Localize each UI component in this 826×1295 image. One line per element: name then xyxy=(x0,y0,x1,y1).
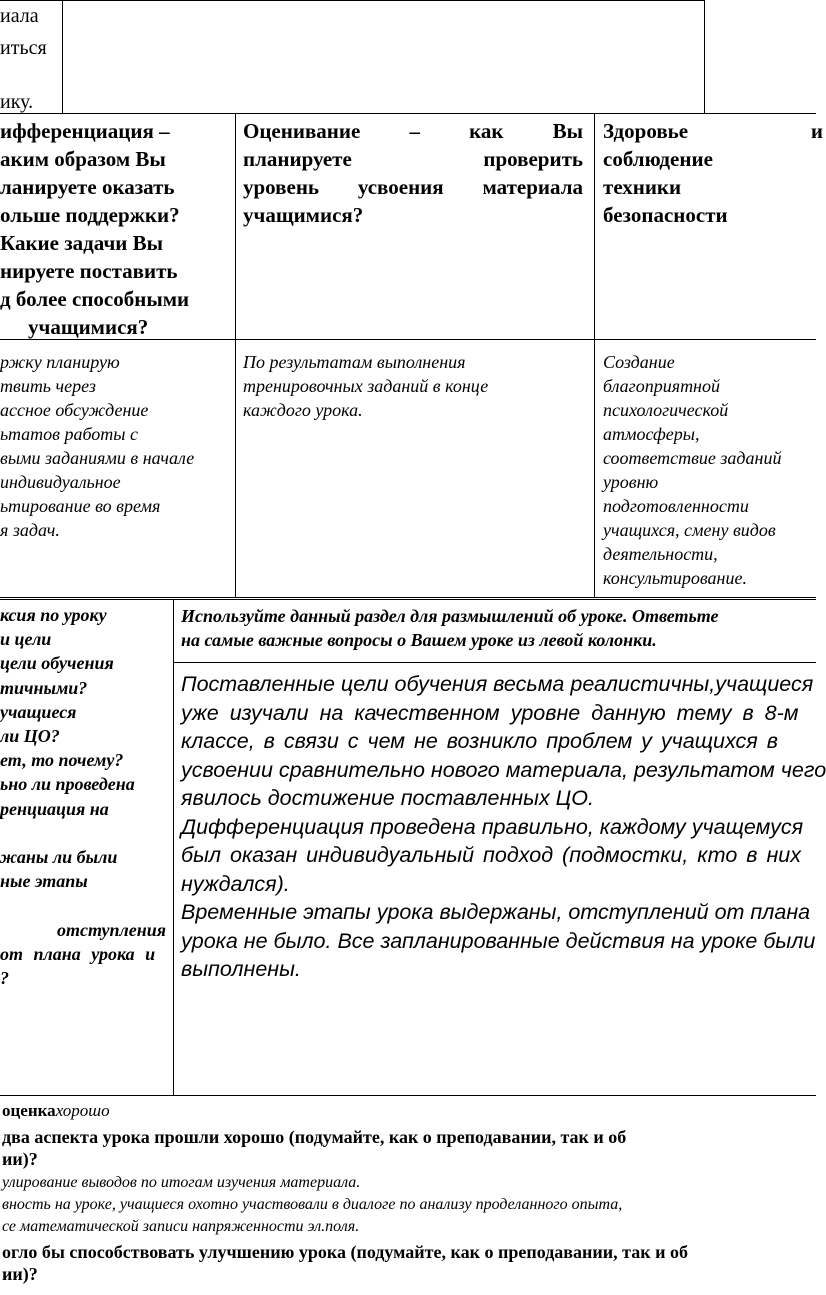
header-word: планируете xyxy=(243,147,352,171)
content-line: деятельности, xyxy=(603,544,718,564)
prompt-line: на самые важные вопросы о Вашем уроке из левой колонки. xyxy=(181,630,657,650)
top-cell-text xyxy=(0,4,47,114)
question-line: учащиеся xyxy=(0,701,77,722)
content-line: каждого урока. xyxy=(243,400,363,420)
header-line: ифференциация – xyxy=(0,119,170,143)
col-line-1 xyxy=(235,113,236,598)
header-word: – xyxy=(409,119,420,143)
header-line: ланируете оказать xyxy=(0,175,175,199)
header-line xyxy=(243,201,583,229)
question-line-text: от плана урока и xyxy=(0,943,156,964)
header-word: материала xyxy=(482,175,583,199)
question-line: ьно ли проведена xyxy=(0,774,135,795)
content-line: я задач. xyxy=(0,520,60,540)
answer-line: Дифференциация проведена правильно, каждому учащемуся xyxy=(181,814,804,839)
top-cell-border-left xyxy=(62,0,63,113)
prompt-line: Используйте данный раздел для размышлений об уроке. Ответьте xyxy=(181,606,719,626)
header-line xyxy=(243,173,583,201)
header-health xyxy=(603,117,823,229)
answer-1: улирование выводов по итогам изучения материала. xyxy=(2,1174,361,1191)
header-word: и xyxy=(810,119,823,143)
top-cell-line xyxy=(0,60,47,84)
question-2: огло бы способствовать улучшению урока (подумайте, как о преподавании, так и об xyxy=(2,1242,688,1262)
content-line: ьтирование во время xyxy=(0,496,161,516)
header-word: Здоровье xyxy=(603,119,689,143)
row-line-3b xyxy=(0,599,816,600)
answer-line: уже изучали на качественном уровне данную тему в 8-м xyxy=(181,700,799,725)
header-word: Оценивание xyxy=(243,119,361,143)
question-line: и цели xyxy=(0,629,52,650)
reflection-questions xyxy=(0,603,166,990)
question-line: тичными? xyxy=(0,677,88,698)
answer-line: явилось достижение поставленных ЦО. xyxy=(181,786,594,810)
question-line: ет, то почему? xyxy=(0,750,124,771)
question-line: жаны ли были xyxy=(0,847,118,868)
answer-line: был оказан индивидуальный подход (подмостки, кто в них xyxy=(181,843,802,867)
col-line-reflection xyxy=(173,599,174,1096)
row-line-4 xyxy=(173,662,816,663)
answer-line: Поставленные цели обучения весьма реалистичны,учащиеся xyxy=(181,672,814,696)
header-line: д более способными xyxy=(0,287,190,311)
content-health xyxy=(603,350,781,590)
header-line xyxy=(243,145,583,173)
answer-line: классе, в связи с чем не возникло проблем у учащихся в xyxy=(181,729,778,753)
content-line: По результатам выполнения xyxy=(243,352,466,372)
content-line: ьтатов работы с xyxy=(0,424,138,444)
question-1: ии)? xyxy=(2,1149,38,1169)
content-line: атмосферы, xyxy=(603,424,700,444)
answer-line: выполнены. xyxy=(181,957,301,981)
header-word: учащимися? xyxy=(243,203,364,227)
header-line: аким образом Вы xyxy=(0,147,166,171)
content-line: ассное обсуждение xyxy=(0,400,149,420)
content-line: подготовленности xyxy=(603,496,749,516)
content-line: соответствие заданий xyxy=(603,448,782,468)
header-line: учащимися? xyxy=(28,315,149,339)
grade-label: оценка xyxy=(2,1101,56,1120)
content-differentiation xyxy=(0,350,194,542)
row-line-3 xyxy=(0,597,816,598)
question-line: цели обучения xyxy=(0,653,114,674)
header-word: уровень xyxy=(243,175,320,199)
answer-1: се математической записи напряженности эл.поля. xyxy=(2,1218,360,1235)
content-line: индивидуальное xyxy=(0,472,121,492)
row-line-1 xyxy=(0,113,816,114)
content-line: Создание xyxy=(603,352,675,372)
question-line xyxy=(0,821,166,845)
answer-line: нуждался). xyxy=(181,871,290,896)
grade-line xyxy=(2,1100,688,1122)
header-differentiation xyxy=(0,117,189,341)
answer-line: Временные этапы урока выдержаны, отступлений от плана xyxy=(181,900,811,924)
question-line xyxy=(0,893,166,917)
top-cell-border-right xyxy=(704,0,705,113)
header-line: ольше поддержки? xyxy=(0,203,180,227)
content-line: консультирование. xyxy=(603,568,747,588)
header-word: Вы xyxy=(552,119,583,143)
question-line: отступления xyxy=(56,919,166,940)
top-cell-line: иться xyxy=(0,37,47,59)
question-line: ные этапы xyxy=(0,871,88,892)
header-assessment xyxy=(243,117,583,229)
answer-1: вность на уроке, учащиеся охотно участвовали в диалоге по анализу проделанного опыта, xyxy=(2,1196,623,1213)
row-line-5 xyxy=(0,1095,816,1096)
content-line: благоприятной xyxy=(603,376,720,396)
content-assessment xyxy=(243,350,488,422)
header-line xyxy=(603,117,823,145)
top-cell-line: иала xyxy=(0,5,39,27)
header-line xyxy=(603,201,823,229)
summary-section xyxy=(2,1100,688,1285)
top-cell-line: ику. xyxy=(0,91,34,113)
col-line-2 xyxy=(594,113,595,598)
header-word: соблюдение xyxy=(603,147,713,171)
header-line xyxy=(603,145,823,173)
header-line xyxy=(243,117,583,145)
content-line: ржку планирую xyxy=(0,352,120,372)
header-line: Какие задачи Вы xyxy=(0,231,164,255)
content-line: тренировочных заданий в конце xyxy=(243,376,489,396)
header-word: проверить xyxy=(483,147,583,171)
content-line: психологической xyxy=(603,400,729,420)
question-line: ? xyxy=(0,968,9,989)
header-line xyxy=(603,173,823,201)
question-2: ии)? xyxy=(2,1264,38,1284)
content-line: учащихся, смену видов xyxy=(603,520,776,540)
grade-value: хорошо xyxy=(55,1101,110,1120)
header-word: безопасности xyxy=(603,203,728,227)
header-word: усвоения xyxy=(357,175,444,199)
answer-line: урока не было. Все запланированные действия на уроке были xyxy=(181,928,816,953)
content-line: твить через xyxy=(0,376,96,396)
header-word: как xyxy=(469,119,504,143)
reflection-prompt xyxy=(181,604,719,652)
question-line: ли ЦО? xyxy=(0,726,60,747)
header-word: техники xyxy=(603,175,682,199)
content-line: уровню xyxy=(603,472,659,492)
reflection-answer xyxy=(181,670,826,984)
question-line: ксия по уроку xyxy=(0,605,107,625)
top-cell-border-top xyxy=(0,0,705,1)
question-line: ренциация на xyxy=(0,798,109,819)
content-line: выми заданиями в начале xyxy=(0,448,195,468)
header-line: нируете поставить xyxy=(0,259,178,283)
question-line xyxy=(0,942,166,966)
answer-line: усвоении сравнительно нового материала, результатом чего xyxy=(181,757,826,782)
question-1: два аспекта урока прошли хорошо (подумайте, как о преподавании, так и об xyxy=(2,1127,627,1147)
